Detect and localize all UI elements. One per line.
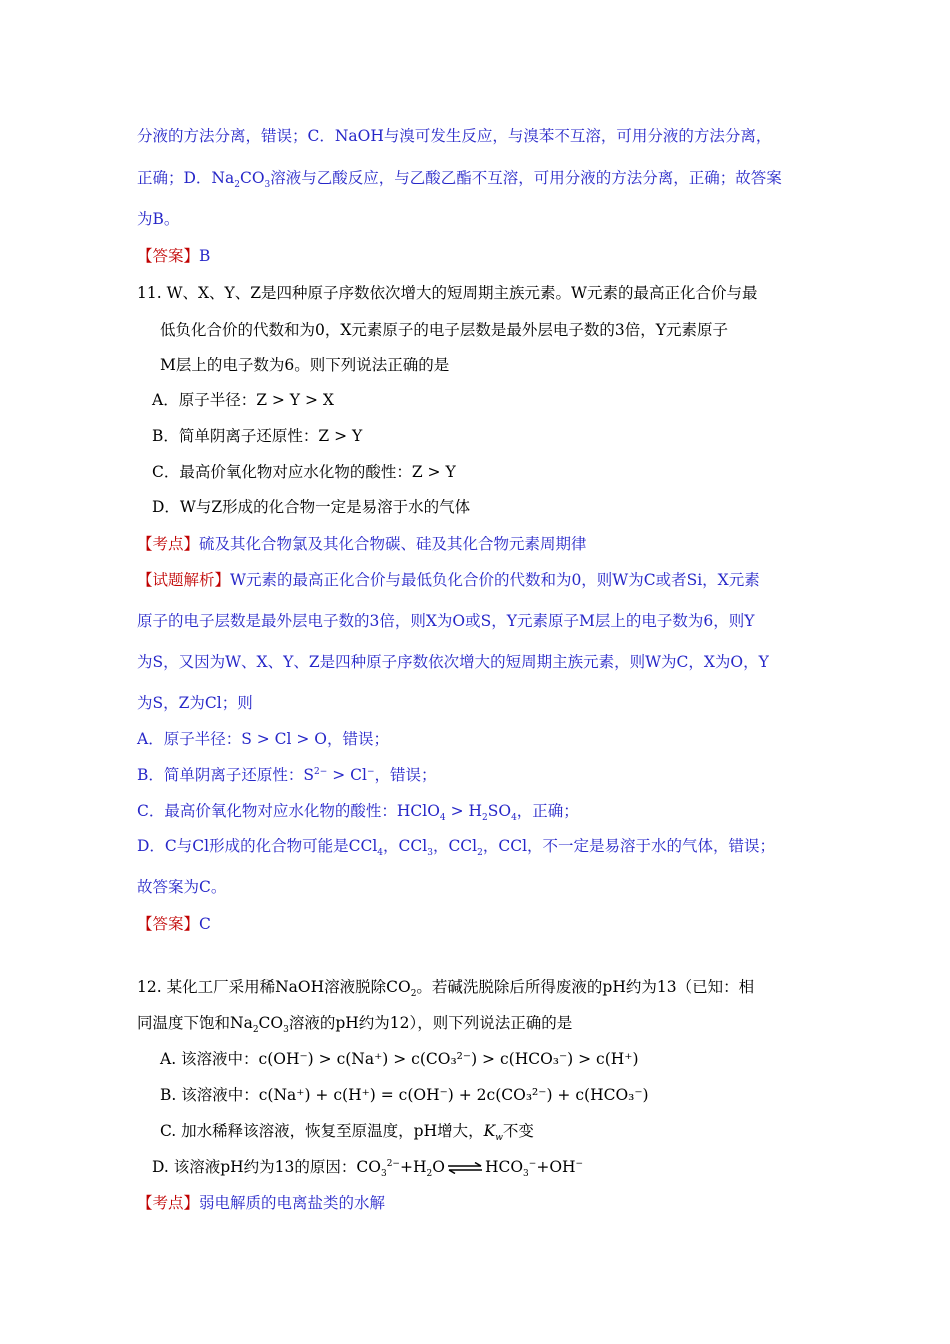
q12-stem-line-2: 同温度下饱和$Na_2CO_3$溶液的pH约为12），则下列说法正确的是 — [137, 1014, 573, 1036]
q12-kaodian: 【考点】弱电解质的电离盐类的水解 — [137, 1194, 386, 1212]
q11-answer-d: D．C与Cl形成的化合物可能是CCl$_4$，CCl$_3$，CCl$_2$，CCl，不一定是易溶于水的气体，错误； — [137, 837, 776, 859]
prev-explanation-line-3: 为B。 — [137, 210, 180, 228]
q11-option-a: A．原子半径：Z > Y > X — [152, 391, 334, 409]
q11-answer-b: B．简单阴离子还原性：$S^{2-} > Cl^-$，错误； — [137, 766, 437, 784]
equilibrium-arrow-icon — [447, 1162, 483, 1174]
q12-option-a: A. 该溶液中：c(OH⁻) > c(Na⁺) > c(CO₃²⁻) > c(HCO₃⁻) > c(H⁺) — [160, 1050, 639, 1068]
q11-analysis-line-3: 为S，又因为W、X、Y、Z是四种原子序数依次增大的短周期主族元素，则W为C，X为O，Y — [137, 653, 769, 671]
q11-analysis-line-4: 为S，Z为Cl；则 — [137, 694, 253, 712]
q11-final: 故答案为C。 — [137, 878, 227, 896]
q11-option-b: B．简单阴离子还原性：Z > Y — [152, 427, 363, 445]
q12-stem-line-1: 12. 某化工厂采用稀NaOH溶液脱除$CO_2$。若碱洗脱除后所得废液的pH约为13（已知：相 — [137, 978, 755, 1000]
q11-analysis-line-1: 【试题解析】W元素的最高正化合价与最低负化合价的代数和为0，则W为C或者Si，X元素 — [137, 571, 760, 589]
q11-kaodian: 【考点】硫及其化合物氯及其化合物碳、硅及其化合物元素周期律 — [137, 535, 587, 553]
prev-answer: 【答案】B — [137, 247, 211, 265]
q11-stem-line-1: 11. W、X、Y、Z是四种原子序数依次增大的短周期主族元素。W元素的最高正化合价与最 — [137, 284, 758, 302]
prev-explanation-line-1: 分液的方法分离，错误；C．NaOH与溴可发生反应，与溴苯不互溶，可用分液的方法分离， — [137, 127, 772, 145]
q11-answer-c: C．最高价氧化物对应水化物的酸性：HClO$_4$ > $H_2SO_4$，正确； — [137, 802, 579, 824]
q11-option-c: C．最高价氧化物对应水化物的酸性：Z > Y — [152, 463, 456, 481]
q11-stem-line-3: M层上的电子数为6。则下列说法正确的是 — [160, 356, 450, 374]
q11-option-d: D．W与Z形成的化合物一定是易溶于水的气体 — [152, 498, 471, 516]
q11-analysis-line-2: 原子的电子层数是最外层电子数的3倍，则X为O或S，Y元素原子M层上的电子数为6，则Y — [137, 612, 755, 630]
q12-option-d: D. 该溶液pH约为13的原因：$CO_3^{2-}+H_2O$ $HCO_3^-+OH^-$ — [152, 1158, 584, 1180]
q12-option-b: B. 该溶液中：c(Na⁺) + c(H⁺) = c(OH⁻) + 2c(CO₃²⁻) + c(HCO₃⁻) — [160, 1086, 649, 1104]
q12-option-c: C. 加水稀释该溶液，恢复至原温度，pH增大，$K_w$不变 — [160, 1122, 534, 1144]
q11-answer: 【答案】C — [137, 915, 211, 933]
q11-answer-a: A．原子半径：S > Cl > O，错误； — [137, 730, 390, 748]
prev-explanation-line-2: 正确；D．$Na_2CO_3$溶液与乙酸反应，与乙酸乙酯不互溶，可用分液的方法分离，正确；故答案 — [137, 169, 782, 191]
q11-stem-line-2: 低负化合价的代数和为0，X元素原子的电子层数是最外层电子数的3倍，Y元素原子 — [160, 321, 728, 339]
